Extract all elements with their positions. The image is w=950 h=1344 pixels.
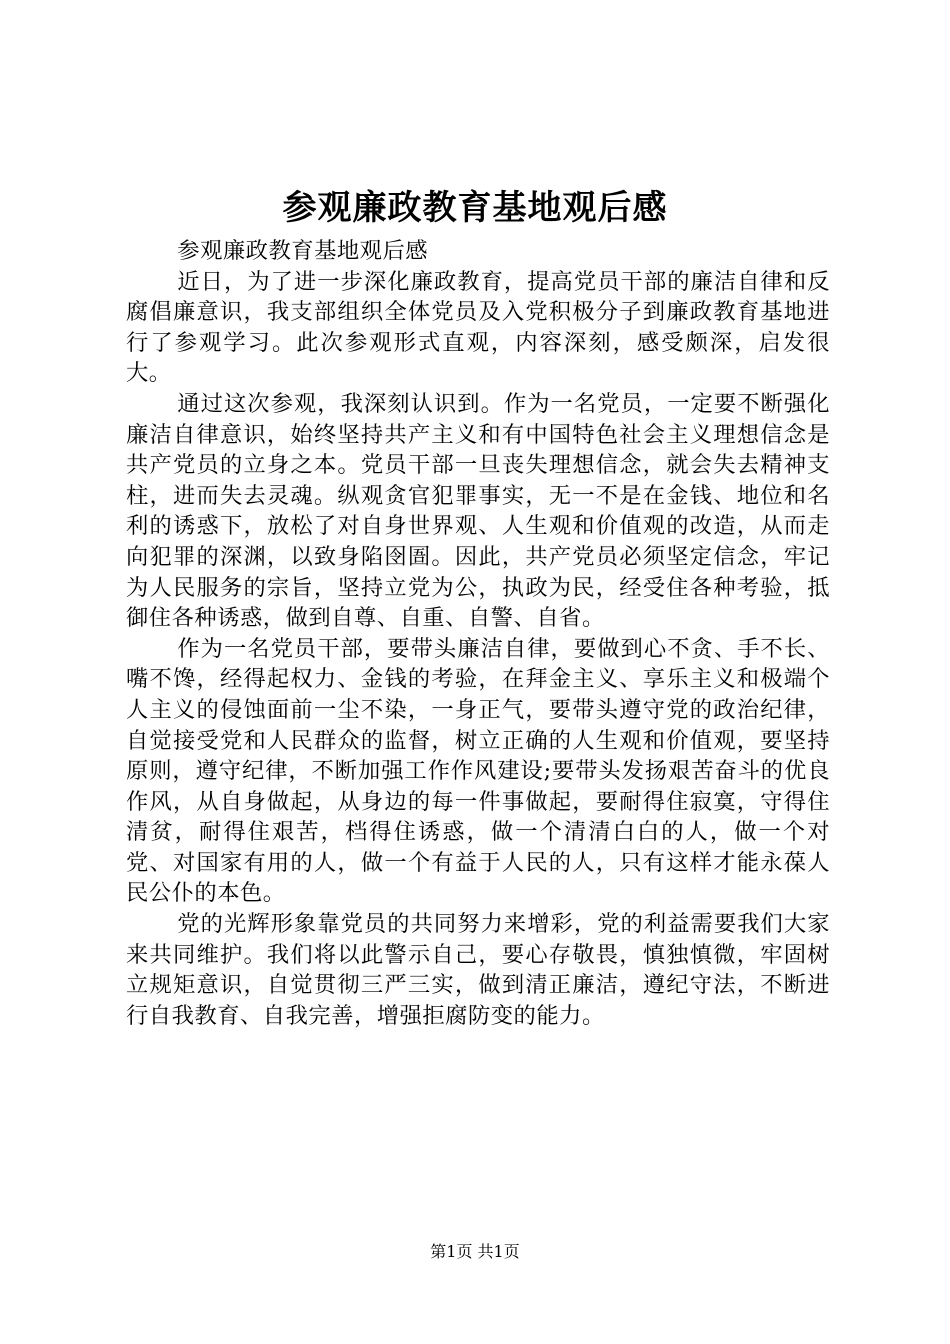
paragraph: 通过这次参观，我深刻认识到。作为一名党员，一定要不断强化廉洁自律意识，始终坚持共产主义和有中国特色社会主义理想信念是共产党员的立身之本。党员干部一旦丧失理想信念，就会失去精神支柱，进而失去灵魂。纵观贪官犯罪事实，无一不是在金钱、地位和名利的诱惑下，放松了对自身世界观、人生观和价值观的改造，从而走向犯罪的深渊，以致身陷囹圄。因此，共产党员必须坚定信念，牢记为人民服务的宗旨，坚持立党为公，执政为民，经受住各种考验，抵御住各种诱惑，做到自尊、自重、自警、自省。 [126,390,830,632]
paragraph: 党的光辉形象靠党员的共同努力来增彩，党的利益需要我们大家来共同维护。我们将以此警示自己，要心存敬畏，慎独慎微，牢固树立规矩意识，自觉贯彻三严三实，做到清正廉洁，遵纪守法，不断进行自我教育、自我完善，增强拒腐防变的能力。 [126,911,830,1029]
document-title: 参观廉政教育基地观后感 [282,188,668,228]
paragraph-subtitle: 参观廉政教育基地观后感 [177,238,429,264]
document-body [126,236,830,1031]
paragraph: 近日，为了进一步深化廉政教育，提高党员干部的廉洁自律和反腐倡廉意识，我支部组织全体党员及入党积极分子到廉政教育基地进行了参观学习。此次参观形式直观，内容深刻，感受颇深，启发很大。 [126,268,830,387]
paragraph: 作为一名党员干部，要带头廉洁自律，要做到心不贪、手不长、嘴不馋，经得起权力、金钱的考验，在拜金主义、享乐主义和极端个人主义的侵蚀面前一尘不染，一身正气，要带头遵守党的政治纪律，自觉接受党和人民群众的监督，树立正确的人生观和价值观，要坚持原则，遵守纪律，不断加强工作作风建设;要带头发扬艰苦奋斗的优良作风，从自身做起，从身边的每一件事做起，要耐得住寂寞，守得住清贫，耐得住艰苦，档得住诱惑，做一个清清白白的人，做一个对党、对国家有用的人，做一个有益于人民的人，只有这样才能永葆人民公仆的本色。 [126,635,830,907]
page-footer: 第1页 共1页 [430,1242,520,1261]
